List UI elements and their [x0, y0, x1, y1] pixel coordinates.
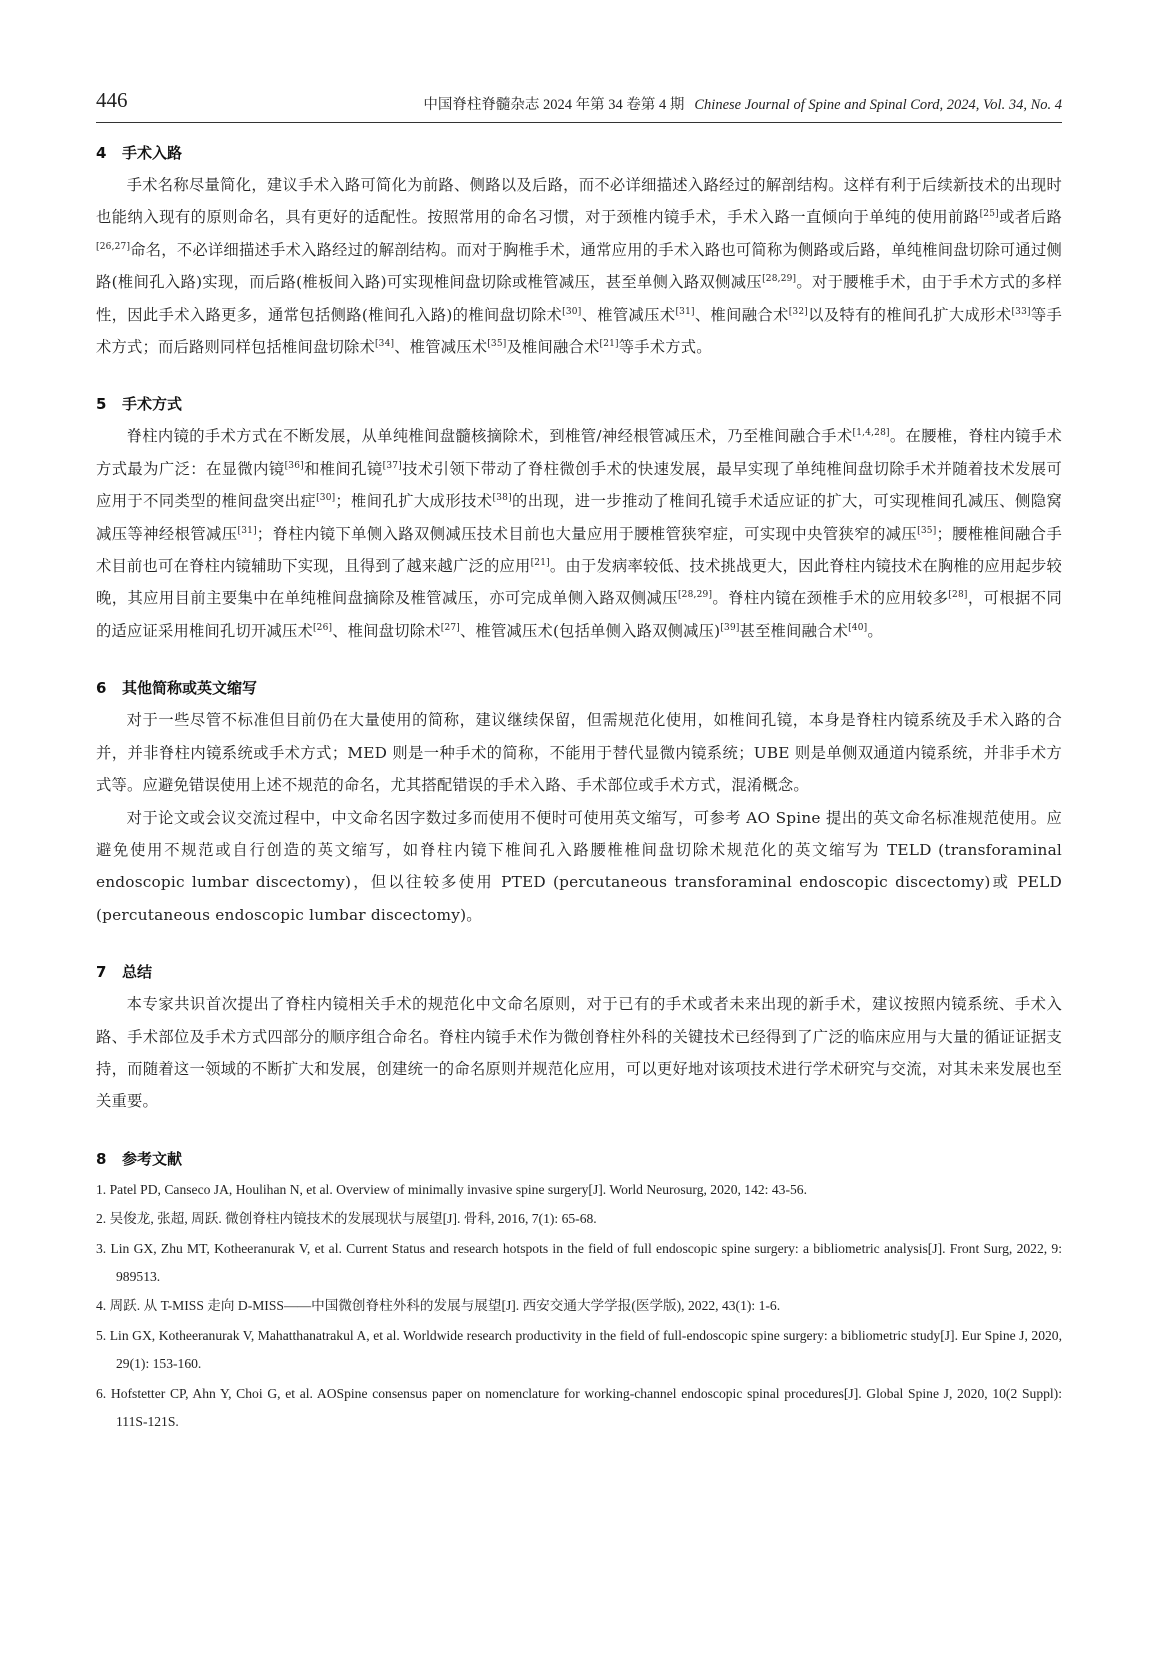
journal-name-en: Chinese Journal of Spine and Spinal Cord, 2024, Vol. 34, No. 4: [694, 97, 1062, 113]
body-paragraph: 对于一些尽管不标准但目前仍在大量使用的简称，建议继续保留，但需规范化使用，如椎间孔镜，本身是脊柱内镜系统及手术入路的合并，并非脊柱内镜系统或手术方式；MED 则是一种手术的简称，不能用于替代显微内镜系统；UBE 则是单侧双通道内镜系统，并非手术方式等。应避免错误使用上述不规范的命名，尤其搭配错误的手术入路、手术部位或手术方式，混淆概念。: [96, 711, 1062, 795]
section-title: 其他简称或英文缩写: [122, 679, 258, 698]
reference-item: 3. Lin GX, Zhu MT, Kotheeranurak V, et al. Current Status and research hotspots in the field of full endoscopic spine surgery: a bibliometric analysis[J]. Front Surg, 2022, 9: 989513.: [96, 1240, 1062, 1284]
journal-name-cn: 中国脊柱脊髓杂志 2024 年第 34 卷第 4 期: [423, 97, 685, 113]
citation-marker: [40]: [848, 622, 868, 633]
reference-item: 5. Lin GX, Kotheeranurak V, Mahatthanatrakul A, et al. Worldwide research productivity in the field of full-endoscopic spine surgery: a bibliometric study[J]. Eur Spine J, 2020, 29(1): 153-160.: [96, 1327, 1062, 1372]
section-4: [96, 140, 1062, 363]
section-6: [96, 675, 1062, 931]
citation-marker: [26]: [312, 622, 333, 633]
citation-marker: [28,29]: [677, 590, 713, 601]
references-heading: [96, 1146, 1062, 1172]
citation-marker: [28,29]: [762, 274, 797, 285]
running-header: [96, 88, 1062, 123]
section-number: 5: [96, 395, 107, 414]
citation-marker: [31]: [237, 525, 257, 536]
section-heading: [96, 959, 1062, 985]
section-number: 8: [96, 1149, 107, 1168]
section-number: 4: [96, 144, 107, 162]
section-number: 6: [96, 679, 107, 698]
page-number: 446: [96, 88, 128, 112]
reference-item: 1. Patel PD, Canseco JA, Houlihan N, et al. Overview of minimally invasive spine surgery[J]. World Neurosurg, 2020, 142: 43-56.: [96, 1181, 807, 1197]
citation-marker: [39]: [720, 622, 740, 633]
citation-marker: [30]: [316, 493, 336, 504]
citation-marker: [35]: [487, 339, 507, 350]
citation-marker: [27]: [440, 622, 461, 633]
section-title: 手术方式: [122, 395, 183, 414]
section-number: 7: [96, 963, 107, 982]
citation-marker: [26,27]: [96, 241, 131, 252]
citation-marker: [21]: [599, 339, 619, 350]
body-paragraph: 对于论文或会议交流过程中，中文命名因字数过多而使用不便时可使用英文缩写，可参考 AO Spine 提出的英文命名标准规范使用。应避免使用不规范或自行创造的英文缩写，如脊柱内镜下椎间孔入路腰椎椎间盘切除术规范化的英文缩写为 TELD (transforaminal endoscopic lumbar discectomy)，但以往较多使用 PTED (percutaneous transforaminal endoscopic discectomy)或 PELD (percutaneous endoscopic lumbar discectomy)。: [96, 808, 1062, 924]
article-body: [96, 140, 1062, 1437]
section-title: 手术入路: [122, 144, 183, 162]
citation-marker: [28]: [948, 590, 968, 601]
citation-marker: [31]: [675, 306, 695, 317]
reference-item: 4. 周跃. 从 T-MISS 走向 D-MISS——中国微创脊柱外科的发展与展望[J]. 西安交通大学学报(医学版), 2022, 43(1): 1-6.: [96, 1298, 781, 1314]
reference-item: 6. Hofstetter CP, Ahn Y, Choi G, et al. AOSpine consensus paper on nomenclature for working-channel endoscopic spinal procedures[J]. Global Spine J, 2020, 10(2 Suppl): 111S-121S.: [96, 1385, 1062, 1429]
citation-marker: [32]: [788, 306, 808, 317]
section-heading: [96, 140, 1062, 166]
citation-marker: [21]: [530, 558, 550, 569]
section-5: [96, 391, 1062, 647]
citation-marker: [1,4,28]: [852, 428, 890, 439]
section-heading: [96, 675, 1062, 701]
body-paragraph: 本专家共识首次提出了脊柱内镜相关手术的规范化中文命名原则，对于已有的手术或者未来出现的新手术，建议按照内镜系统、手术入路、手术部位及手术方式四部分的顺序组合命名。脊柱内镜手术作为微创脊柱外科的关键技术已经得到了广泛的临床应用与大量的循证证据支持，而随着这一领域的不断扩大和发展，创建统一的命名原则并规范化应用，可以更好地对该项技术进行学术研究与交流，对其未来发展也至关重要。: [96, 995, 1062, 1111]
citation-marker: [25]: [979, 209, 999, 220]
reference-item: 2. 吴俊龙, 张超, 周跃. 微创脊柱内镜技术的发展现状与展望[J]. 骨科, 2016, 7(1): 65-68.: [96, 1211, 597, 1227]
citation-marker: [30]: [562, 306, 582, 317]
section-7: [96, 959, 1062, 1118]
section-heading: [96, 391, 1062, 417]
reference-list: [96, 1176, 1062, 1437]
citation-marker: [35]: [917, 525, 937, 536]
section-title: 总结: [122, 963, 153, 982]
citation-marker: [34]: [374, 339, 395, 350]
citation-marker: [33]: [1011, 306, 1031, 317]
citation-marker: [38]: [492, 493, 512, 504]
citation-marker: [37]: [382, 460, 402, 471]
body-paragraph: 脊柱内镜的手术方式在不断发展，从单纯椎间盘髓核摘除术，到椎管/神经根管减压术，乃至椎间融合手术[1,4,28]。在腰椎，脊柱内镜手术方式最为广泛：在显微内镜[36]和椎间孔镜[37]技术引领下带动了脊柱微创手术的快速发展，最早实现了单纯椎间盘切除手术并随着技术发展可应用于不同类型的椎间盘突出症[30]；椎间孔扩大成形技术[38]的出现，进一步推动了椎间孔镜手术适应证的扩大，可实现椎间孔减压、侧隐窝减压等神经根管减压[31]；脊柱内镜下单侧入路双侧减压技术目前也大量应用于腰椎管狭窄症，可实现中央管狭窄的减压[35]；腰椎椎间融合手术目前也可在脊柱内镜辅助下实现，且得到了越来越广泛的应用[21]。由于发病率较低、技术挑战更大，因此脊柱内镜技术在胸椎的应用起步较晚，其应用目前主要集中在单纯椎间盘摘除及椎管减压，亦可完成单侧入路双侧减压[28,29]。脊柱内镜在颈椎手术的应用较多[28]，可根据不同的适应证采用椎间孔切开减压术[26]、椎间盘切除术[27]、椎管减压术(包括单侧入路双侧减压)[39]甚至椎间融合术[40]。: [96, 427, 1062, 640]
citation-marker: [36]: [284, 460, 304, 471]
section-title: 参考文献: [122, 1149, 183, 1168]
body-paragraph: 手术名称尽量简化，建议手术入路可简化为前路、侧路以及后路，而不必详细描述入路经过的解剖结构。这样有利于后续新技术的出现时也能纳入现有的原则命名，具有更好的适配性。按照常用的命名习惯，对于颈椎内镜手术，手术入路一直倾向于单纯的使用前路[25]或者后路[26,27]命名，不必详细描述手术入路经过的解剖结构。而对于胸椎手术，通常应用的手术入路也可简称为侧路或后路，单纯椎间盘切除可通过侧路(椎间孔入路)实现，而后路(椎板间入路)可实现椎间盘切除或椎管减压，甚至单侧入路双侧减压[28,29]。对于腰椎手术，由于手术方式的多样性，因此手术入路更多，通常包括侧路(椎间孔入路)的椎间盘切除术[30]、椎管减压术[31]、椎间融合术[32]以及特有的椎间孔扩大成形术[33]等手术方式；而后路则同样包括椎间盘切除术[34]、椎管减压术[35]及椎间融合术[21]等手术方式。: [96, 176, 1063, 357]
journal-citation: [423, 93, 1062, 114]
